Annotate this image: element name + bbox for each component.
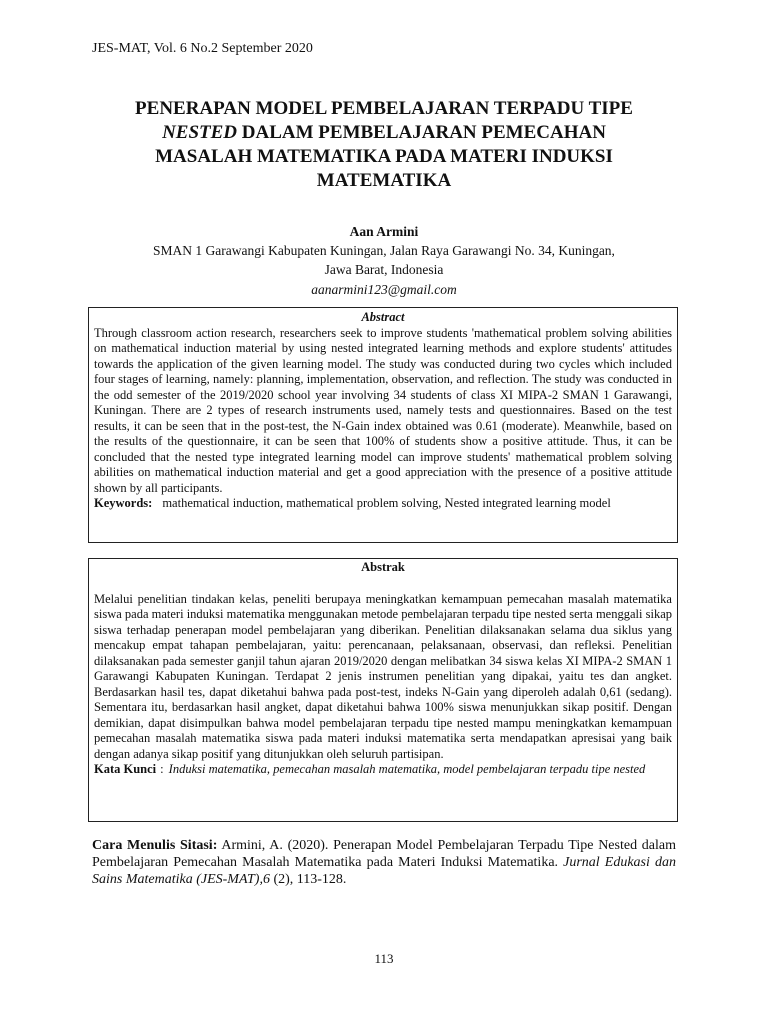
page-number: 113 <box>374 951 394 966</box>
author-email[interactable]: aanarmini123@gmail.com <box>311 282 457 297</box>
abstract-english-heading: Abstract <box>361 310 405 324</box>
author-name: Aan Armini <box>349 224 419 239</box>
author-block <box>92 222 676 299</box>
kata-kunci-separator: : <box>160 762 164 776</box>
author-affiliation-line-2: Jawa Barat, Indonesia <box>324 262 444 277</box>
paper-title <box>80 97 688 193</box>
citation-tail: (2), 113-128. <box>269 872 347 887</box>
kata-kunci-row <box>94 762 672 778</box>
keywords-row <box>94 496 672 512</box>
title-line-2-rest: DALAM PEMBELAJARAN PEMECAHAN <box>237 122 606 143</box>
keywords-label: Keywords: <box>94 496 153 510</box>
title-line-4: MATEMATIKA <box>316 170 452 191</box>
abstract-indonesian-box <box>88 558 678 822</box>
title-nested-word: NESTED <box>162 122 238 143</box>
citation-label: Cara Menulis Sitasi: <box>92 838 218 853</box>
citation-journal: Jurnal Edukasi dan Sains Matematika (JES-MAT),6 <box>92 855 676 887</box>
kata-kunci-label: Kata Kunci <box>94 762 157 776</box>
title-line-1: PENERAPAN MODEL PEMBELAJARAN TERPADU TIPE <box>135 98 633 119</box>
citation-block <box>92 837 676 888</box>
keywords-text: mathematical induction, mathematical problem solving, Nested integrated learning model <box>162 496 611 510</box>
journal-header: JES-MAT, Vol. 6 No.2 September 2020 <box>92 41 313 56</box>
citation-text: Armini, A. (2020). Penerapan Model Pembelajaran Terpadu Tipe Nested dalam Pembelajaran Pemecahan Masalah Matematika pada Materi Induksi Matematika. <box>92 838 677 870</box>
abstract-indonesian-heading: Abstrak <box>361 560 405 574</box>
abstract-english-box <box>88 307 678 543</box>
author-affiliation-line-1: SMAN 1 Garawangi Kabupaten Kuningan, Jalan Raya Garawangi No. 34, Kuningan, <box>153 243 615 258</box>
kata-kunci-text: Induksi matematika, pemecahan masalah matematika, model pembelajaran terpadu tipe nested <box>168 762 646 776</box>
title-line-2 <box>80 121 688 145</box>
title-line-3: MASALAH MATEMATIKA PADA MATERI INDUKSI <box>155 146 613 167</box>
abstract-indonesian-body: Melalui penelitian tindakan kelas, peneliti berupaya meningkatkan kemampuan pemecahan masalah matematika siswa pada materi induksi matematika menggunakan metode pembelajaran terpadu tipe nested serta menggali sikap siswa terhadap penerapan model pembelajaran yang diberikan. Penelitian dilaksanakan selama dua siklus yang mencakup empat tahapan pembelajaran, yaitu: perencanaan, pelaksanaan, observasi, dan refleksi. Penelitian dilaksanakan pada semester ganjil tahun ajaran 2019/2020 dengan melibatkan 34 siswa kelas XI MIPA-2 SMAN 1 Garawangi Kabupaten Kuningan. Terdapat 2 jenis instrumen penelitian yang dipakai, yaitu tes dan angket. Berdasarkan hasil tes, dapat diketahui bahwa pada post-test, indeks N-Gain yang diperoleh adalah 0,61 (sedang). Sementara itu, berdasarkan hasil angket, dapat diketahui bahwa 100% siswa menunjukkan sikap positif. Dengan demikian, dapat disimpulkan bahwa model pembelajaran terpadu tipe nested mampu meningkatkan kemampuan pemecahan masalah matematika siswa pada materi induksi matematika serta mendapatkan apresisai yang baik dengan adanya sikap positif yang ditunjukkan oleh seluruh partisipan. <box>94 591 672 761</box>
abstract-english-body: Through classroom action research, researchers seek to improve students 'mathematical problem solving abilities on mathematical induction material by using nested integrated learning methods and explore students' attitudes towards the application of the given learning model. The study was conducted during two cycles which included four stages of learning, namely: planning, implementation, observation, and reflection. The study was conducted in the odd semester of the 2019/2020 school year involving 34 students of class XI MIPA-2 SMAN 1 Garawangi, Kuningan. There are 2 types of research instruments used, namely tests and questionnaires. Based on the test results, it can be seen that in the post-test, the N-Gain index obtained was 0.61 (moderate). Meanwhile, based on the results of the questionnaire, it can be seen that 100% of students show a positive attitude. Thus, it can be concluded that the nested type integrated learning model can improve students' mathematical problem solving abilities on mathematical induction material and get a good appreciation with the presence of a positive attitude shown by all participants. <box>94 325 672 495</box>
